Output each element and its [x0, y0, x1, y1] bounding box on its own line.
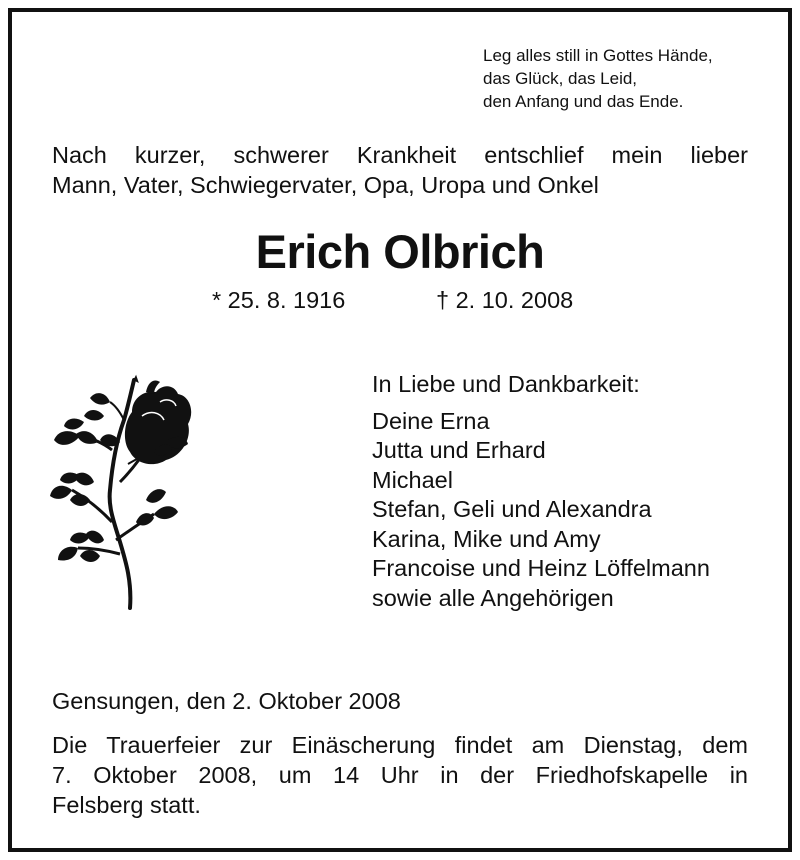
mourner-name: Deine Erna [372, 407, 490, 434]
intro-line: Nach kurzer, schwerer Krankheit entschlief mein lieber [52, 142, 748, 168]
service-line: Felsberg statt. [52, 792, 201, 818]
mourner-name: Francoise und Heinz Löffelmann [372, 555, 710, 581]
service-line: 7. Oktober 2008, um 14 Uhr in der Friedhofskapelle in [52, 762, 748, 788]
service-line: Die Trauerfeier zur Einäscherung findet am Dienstag, dem [52, 732, 748, 758]
verse-line: das Glück, das Leid, [483, 69, 638, 88]
birth-date: * 25. 8. 1916 [212, 287, 346, 313]
service-notice [52, 730, 748, 820]
mourner-name: sowie alle Angehörigen [372, 584, 614, 611]
death-date: † 2. 10. 2008 [436, 287, 574, 313]
intro-line: Mann, Vater, Schwiegervater, Opa, Uropa und Onkel [52, 172, 599, 198]
verse-quote [483, 44, 773, 113]
mourner-name: Michael [372, 466, 453, 493]
mourners-heading: In Liebe und Dankbarkeit: [372, 371, 640, 397]
rose-icon [50, 372, 195, 614]
place-date: Gensungen, den 2. Oktober 2008 [52, 688, 401, 714]
intro-text [52, 140, 748, 200]
mourner-name: Karina, Mike und Amy [372, 525, 601, 552]
mourner-name: Jutta und Erhard [372, 437, 546, 463]
deceased-name: Erich Olbrich [255, 225, 545, 278]
verse-line: Leg alles still in Gottes Hände, [483, 46, 713, 65]
mourner-name: Stefan, Geli und Alexandra [372, 496, 652, 522]
mourners-list [372, 370, 710, 613]
verse-line: den Anfang und das Ende. [483, 92, 684, 111]
